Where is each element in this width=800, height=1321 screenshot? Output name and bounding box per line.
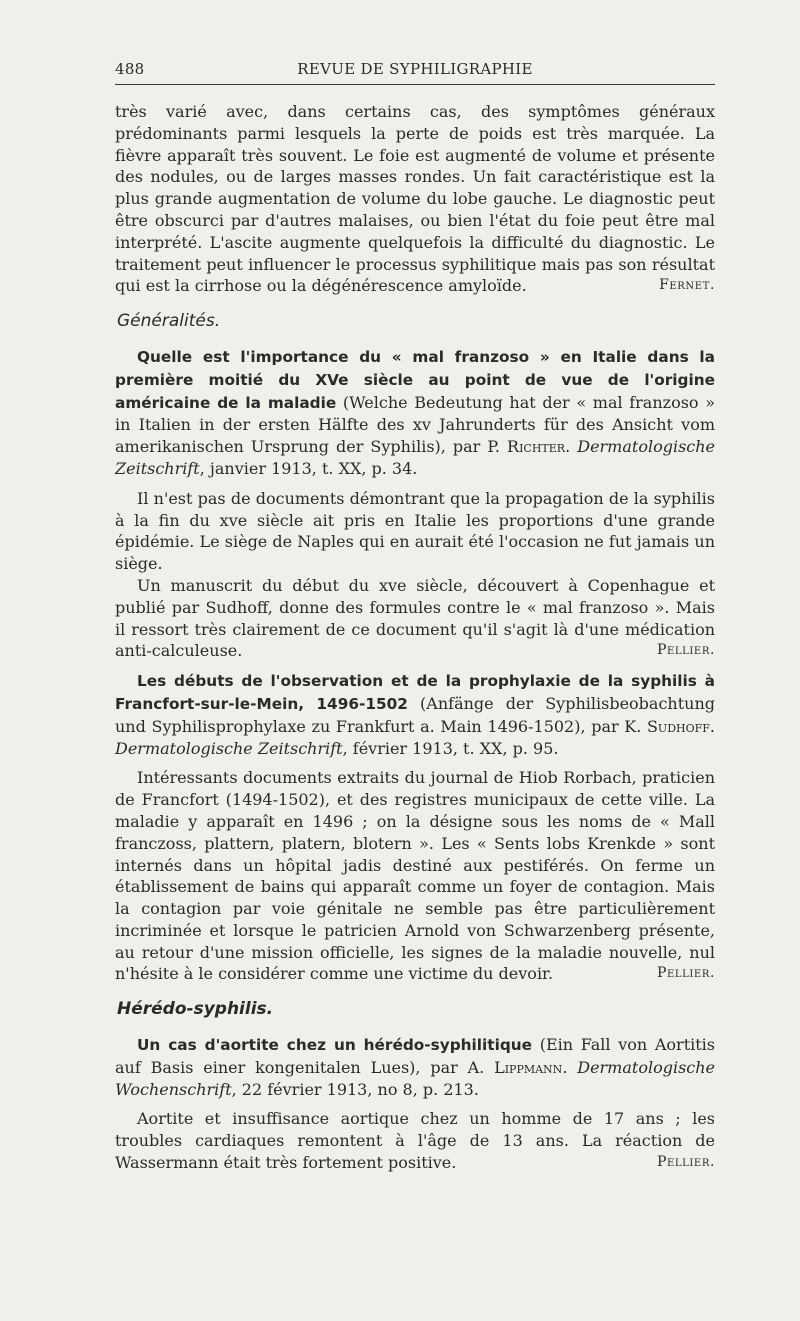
article-title: Un cas d'aortite chez un hérédo-syphilitique	[137, 1036, 533, 1055]
author-signature: Pellier.	[656, 1154, 715, 1171]
author-signature: Pellier.	[656, 965, 715, 982]
section-heading-heredo-syphilis: Hérédo-syphilis.	[117, 999, 274, 1020]
article-author: Sudhoff	[646, 716, 710, 736]
journal-title: REVUE DE SYPHILIGRAPHIE	[297, 60, 533, 78]
author-signature: Fernet.	[659, 277, 715, 294]
article-reference: Les débuts de l'observation et de la prophylaxie de la syphilis à Francfort-sur-le-Mein, 1496-1502 (Anfänge der Syphilisbeobachtung und Syphilisprophylaxe zu Frankfurt a. Main 1496-1502), par K. Sudhoff. Dermatologische Zeitschrift, février 1913, t. XX, p. 95.	[115, 672, 715, 758]
abstract-paragraph: Un manuscrit du début du xve siècle, découvert à Copenhague et publié par Sudhoff, donne des formules contre le « mal franzoso ». Mais il ressort très clairement de ce document qu'il s'agit là d'une médication anti-calculeuse. Pellier.	[115, 575, 715, 661]
article-title: Quelle est l'importance du « mal franzoso » en Italie dans la première moitié du XVe siècle au point de vue de l'origine américaine de la maladie	[115, 347, 715, 412]
article-author: Lippmann	[494, 1057, 563, 1077]
abstract-paragraph: Il n'est pas de documents démontrant que la propagation de la syphilis à la fin du xve siècle ait pris en Italie les proportions d'une grande épidémie. Le siège de Naples qui en aurait été l'occasion ne fut jamais un siège.	[115, 488, 715, 574]
author-signature: Pellier.	[656, 642, 715, 659]
article-journal: Dermatologische Wochenschrift	[115, 1057, 716, 1099]
running-header	[115, 58, 715, 85]
abstract-paragraph: Intéressants documents extraits du journal de Hiob Rorbach, praticien de Francfort (1494-1502), et des registres municipaux de cette ville. La maladie y apparaît en 1496 ; on la désigne sous les noms de « Mall franczoss, plattern, platern, blotern ». Les « Sents lobs Krenkde » sont internés dans un hôpital jadis destiné aux pestiférés. On ferme un établissement de bains qui apparaît comme un foyer de contagion. Mais la contagion par voie génitale ne semble pas être particulièrement incriminée et lorsque le patricien Arnold von Schwarzenberg présente, au retour d'une mission officielle, les signes de la maladie nouvelle, nul n'hésite à le considérer comme une victime du devoir. Pellier.	[115, 768, 715, 984]
article-journal: Dermatologische Zeitschrift	[115, 437, 716, 478]
article-reference: Quelle est l'importance du « mal franzoso » en Italie dans la première moitié du XVe siècle au point de vue de l'origine américaine de la maladie (Welche Bedeutung hat der « mal franzoso » in Italien in der ersten Hälfte des xv Jahrunderts für des Ansicht vom amerikanischen Ursprung der Syphilis), par P. Richter. Dermatologische Zeitschrift, janvier 1913, t. XX, p. 34.	[115, 347, 716, 478]
page-content	[115, 101, 715, 1174]
article-journal: Dermatologische Zeitschrift	[115, 738, 343, 758]
continued-paragraph	[115, 101, 715, 297]
article-title: Les débuts de l'observation et de la prophylaxie de la syphilis à Francfort-sur-le-Mein, 1496-1502	[115, 672, 715, 713]
article-author: Richter	[507, 437, 566, 457]
section-heading-generalites: Généralités.	[117, 311, 221, 332]
page-number: 488	[115, 60, 145, 78]
paragraph-text: très varié avec, dans certains cas, des symptômes généraux prédominants parmi lesquels la perte de poids est très marquée. La fièvre apparaît très souvent. Le foie est augmenté de volume et présente des nodules, ou de larges masses rondes. Un fait caractéristique est la plus grande augmentation de volume du lobe gauche. Le diagnostic peut être obscurci par d'autres malaises, ou bien l'état du foie peut être mal interprété. L'ascite augmente quelquefois la difficulté du diagnostic. Le traitement peut influencer le processus syphilitique mais pas son résultat qui est la cirrhose ou la dégénérescence amyloïde.	[115, 102, 715, 296]
abstract-paragraph: Aortite et insuffisance aortique chez un homme de 17 ans ; les troubles cardiaques remontent à l'âge de 13 ans. La réaction de Wassermann était très fortement positive. Pellier.	[115, 1109, 715, 1173]
article-reference: Un cas d'aortite chez un hérédo-syphilitique (Ein Fall von Aortitis auf Basis einer kongenitalen Lues), par A. Lippmann. Dermatologische Wochenschrift, 22 février 1913, no 8, p. 213.	[115, 1035, 716, 1099]
